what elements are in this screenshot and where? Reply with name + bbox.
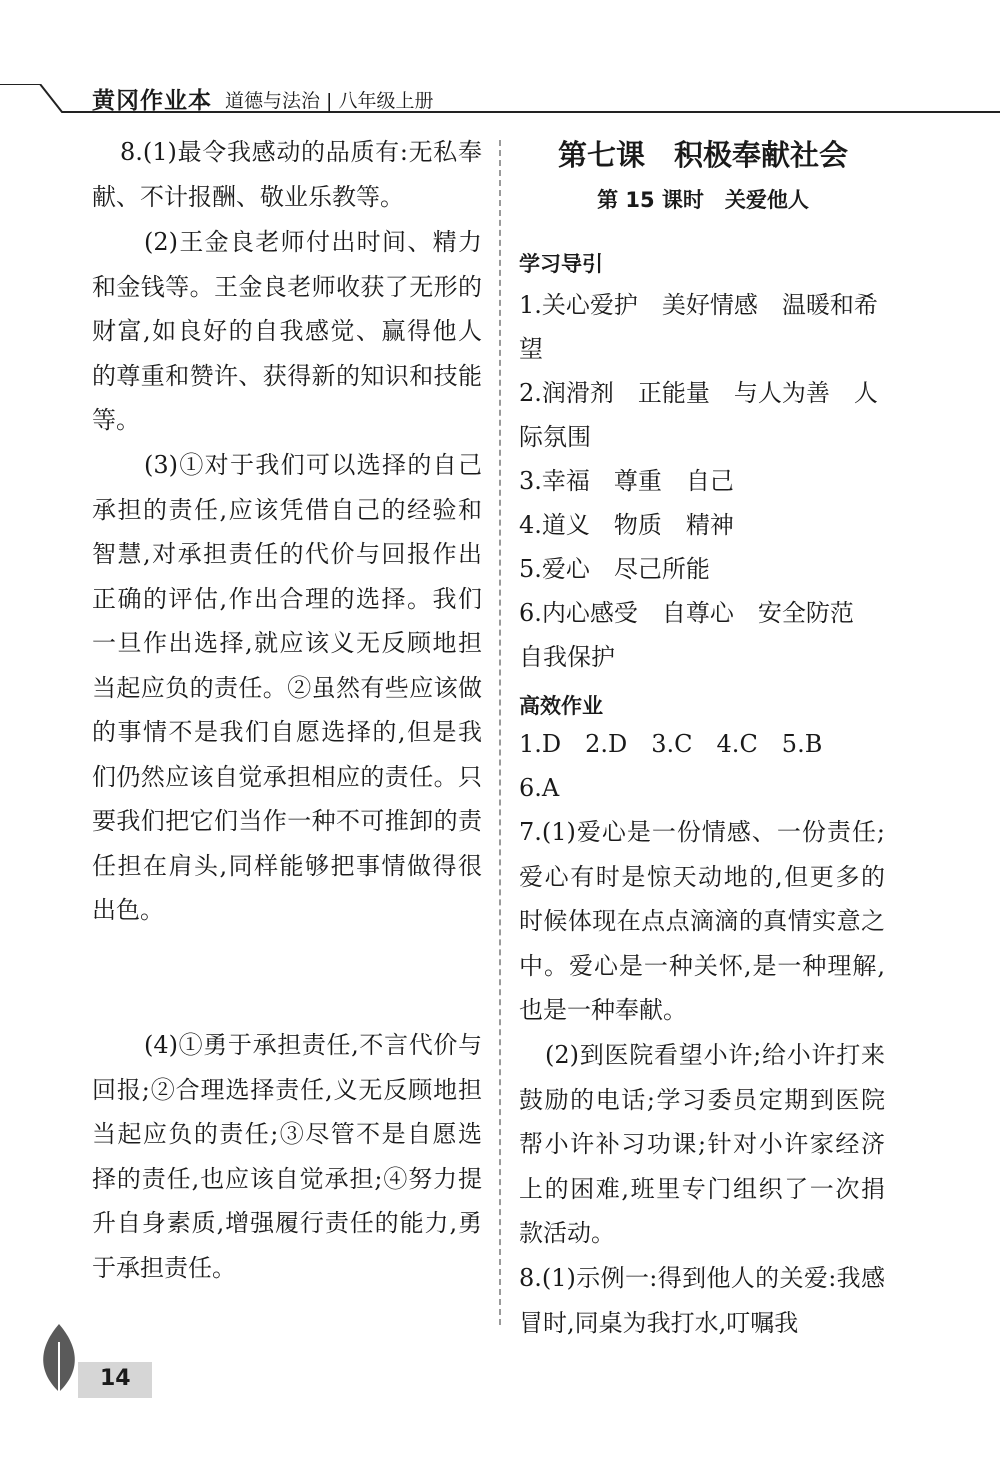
left-para-2: (2)王金良老师付出时间、精力和金钱等。王金良老师收获了无形的财富,如良好的自我感觉、赢得他人的尊重和赞许、获得新的知识和技能等。	[92, 228, 482, 434]
guide-item-6: 6.内心感受 自尊心 安全防范 自我保护	[519, 599, 878, 671]
q7-part1: 7.(1)爱心是一份情感、一份责任;爱心有时是惊天动地的,但更多的时候体现在点点滴滴的真情实意之中。爱心是一种关怀,是一种理解,也是一种奉献。	[519, 818, 885, 1024]
session-title: 第 15 课时 关爱他人	[597, 188, 809, 212]
guide-item-5: 5.爱心 尽己所能	[519, 555, 710, 583]
guide-item-4: 4.道义 物质 精神	[519, 511, 734, 539]
column-divider	[499, 140, 501, 1325]
choice-answers-1: 1.D 2.D 3.C 4.C 5.B	[519, 730, 823, 758]
lesson-title: 第七课 积极奉献社会	[557, 138, 848, 172]
q7-part2: (2)到医院看望小许;给小许打来鼓励的电话;学习委员定期到医院帮小许补习功课;针对小许家经济上的困难,班里专门组织了一次捐款活动。	[519, 1041, 885, 1247]
guide-item-1: 1.关心爱护 美好情感 温暖和希望	[519, 291, 878, 363]
guide-item-2: 2.润滑剂 正能量 与人为善 人际氛围	[519, 379, 878, 451]
choice-answers-2: 6.A	[519, 774, 560, 802]
left-para-4: (4)①勇于承担责任,不言代价与回报;②合理选择责任,义无反顾地担当起应负的责任;③尽管不是自愿选择的责任,也应该自觉承担;④努力提升自身素质,增强履行责任的能力,勇于承担责任。	[92, 1031, 482, 1282]
page-number: 14	[100, 1366, 131, 1391]
leaf-icon	[34, 1322, 84, 1402]
q8-part1: 8.(1)示例一:得到他人的关爱:我感冒时,同桌为我打水,叮嘱我	[519, 1264, 885, 1337]
book-subtitle: 道德与法治 | 八年级上册	[225, 90, 434, 112]
book-title: 黄冈作业本	[92, 88, 212, 114]
left-para-1: 8.(1)最令我感动的品质有:无私奉献、不计报酬、敬业乐教等。	[92, 138, 482, 211]
left-para-3: (3)①对于我们可以选择的自己承担的责任,应该凭借自己的经验和智慧,对承担责任的代价与回报作出正确的评估,作出合理的选择。我们一旦作出选择,就应该义无反顾地担当起应负的责任。②虽然有些应该做的事情不是我们自愿选择的,但是我们仍然应该自觉承担相应的责任。只要我们把它们当作一种不可推卸的责任担在肩头,同样能够把事情做得很出色。	[92, 451, 482, 924]
section-homework-heading: 高效作业	[519, 694, 603, 718]
guide-item-3: 3.幸福 尊重 自己	[519, 467, 734, 495]
section-guide-heading: 学习导引	[519, 252, 603, 276]
